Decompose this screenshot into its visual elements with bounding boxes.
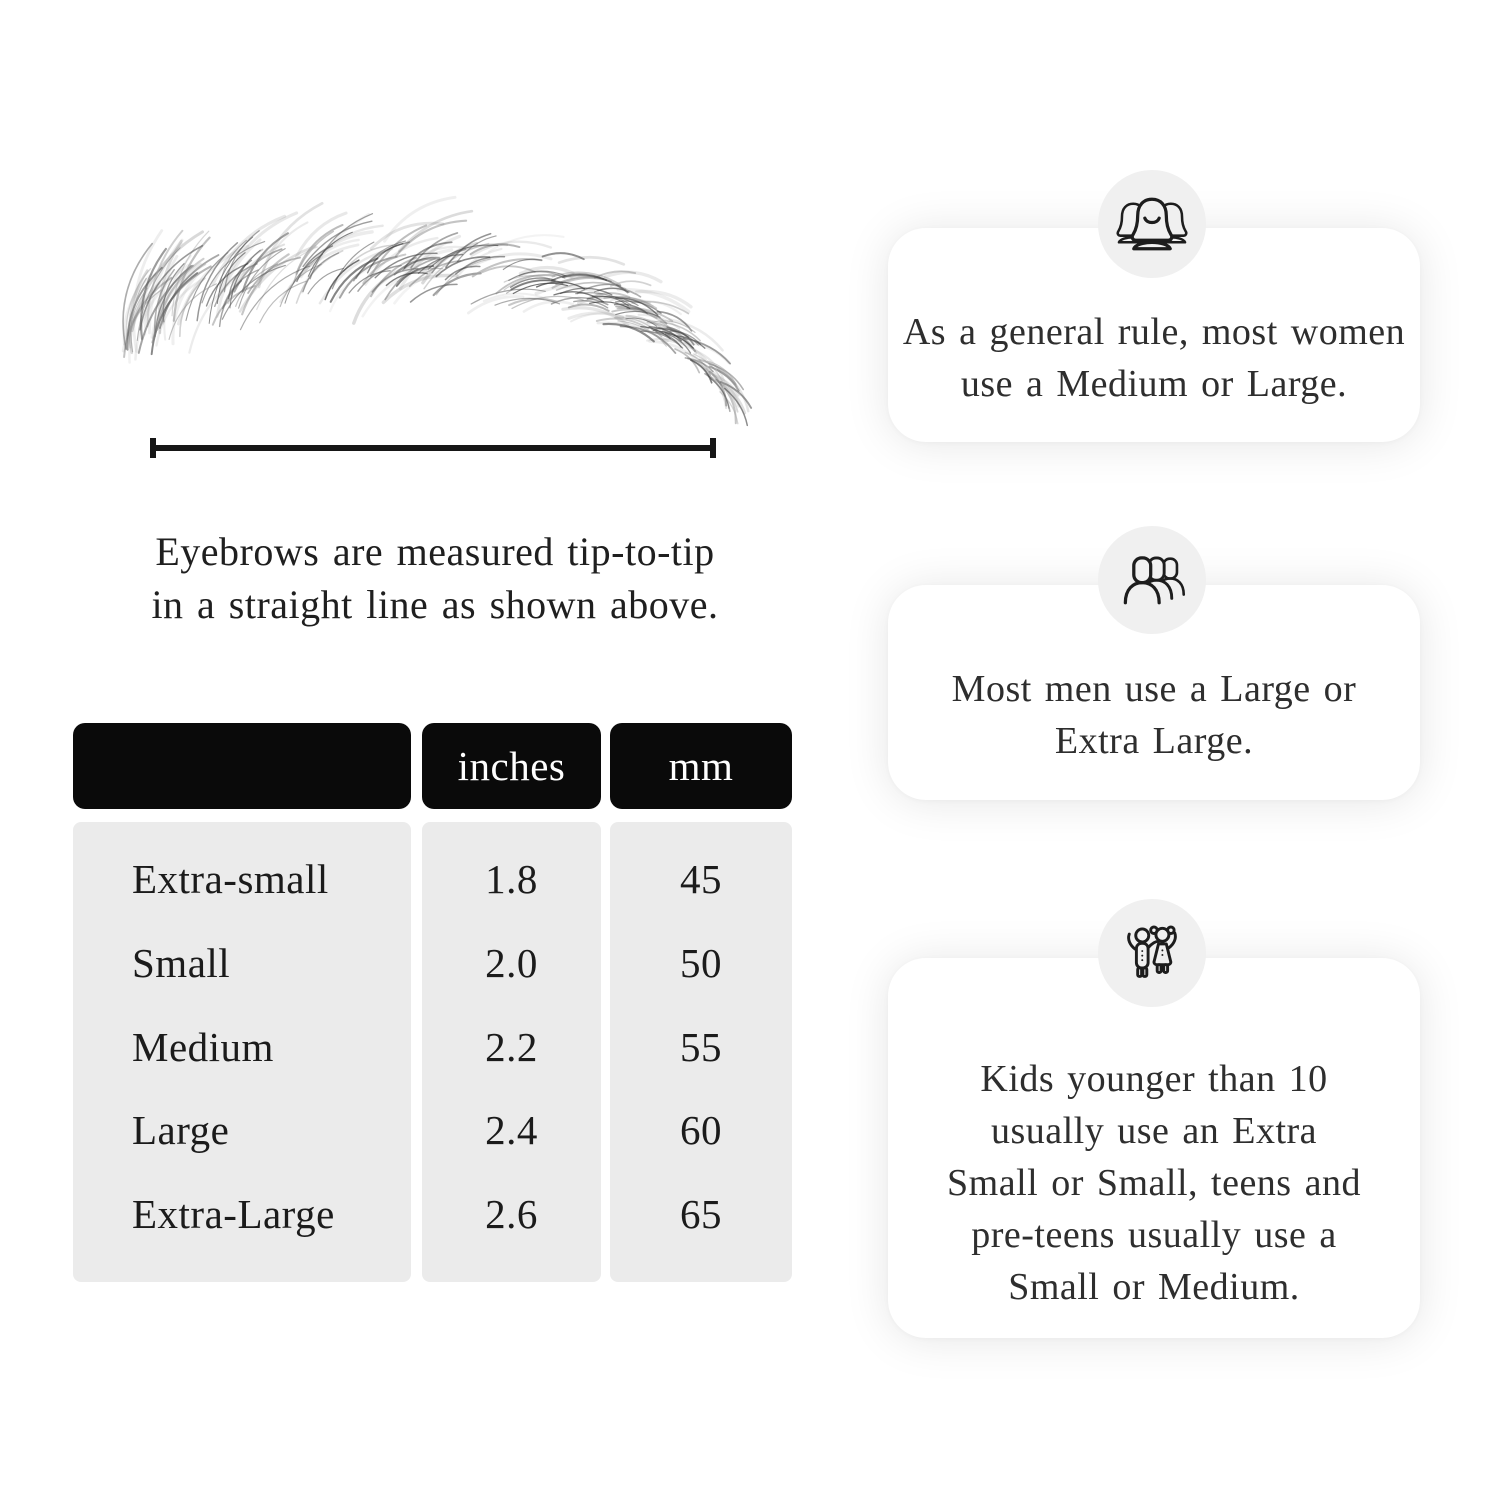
card-text-line: use a Medium or Large. [960,362,1348,405]
table-row-size: Extra-small [132,856,329,902]
table-column-sizes [73,822,411,1282]
measurement-end-tick-right [710,438,716,458]
measurement-bar [150,445,716,451]
advice-card-kids [888,958,1420,1338]
measurement-line [150,438,716,458]
caption-line-1: Eyebrows are measured tip-to-tip [155,529,715,574]
table-column-mm [610,822,792,1282]
card-text-line: Kids younger than 10 [980,1058,1328,1100]
measurement-caption [90,525,780,631]
table-row-mm: 50 [680,939,722,986]
table-row-mm: 55 [680,1023,722,1070]
table-row-size: Medium [132,1023,274,1070]
card-text-line: Most men use a Large or [951,668,1357,710]
card-text-line: Small or Medium. [1008,1266,1300,1308]
table-row-inches: 2.2 [485,1023,538,1070]
table-column-inches [422,822,601,1282]
table-row-size: Extra-Large [132,1191,335,1237]
women-group-icon [1098,170,1206,278]
table-row-mm: 65 [680,1191,722,1237]
table-header-size [73,723,411,809]
card-text-line: pre-teens usually use a [971,1214,1337,1256]
eyebrow-illustration [110,228,760,440]
table-row-inches: 1.8 [485,856,538,902]
table-row-mm: 45 [680,856,722,902]
children-icon [1098,899,1206,1007]
table-row-inches: 2.6 [485,1191,538,1237]
card-text-line: As a general rule, most women [902,310,1406,353]
table-header-mm: mm [610,723,792,809]
card-text-line: Small or Small, teens and [947,1162,1361,1204]
table-row-mm: 60 [680,1107,722,1154]
card-text-line: Extra Large. [1054,720,1254,762]
caption-line-2: in a straight line as shown above. [151,582,719,627]
table-row-size: Large [132,1107,230,1154]
table-row-size: Small [132,939,231,986]
table-header-inches: inches [422,723,601,809]
men-group-icon [1098,526,1206,634]
table-row-inches: 2.4 [485,1107,538,1154]
table-row-inches: 2.0 [485,939,538,986]
card-text-line: usually use an Extra [990,1110,1318,1152]
